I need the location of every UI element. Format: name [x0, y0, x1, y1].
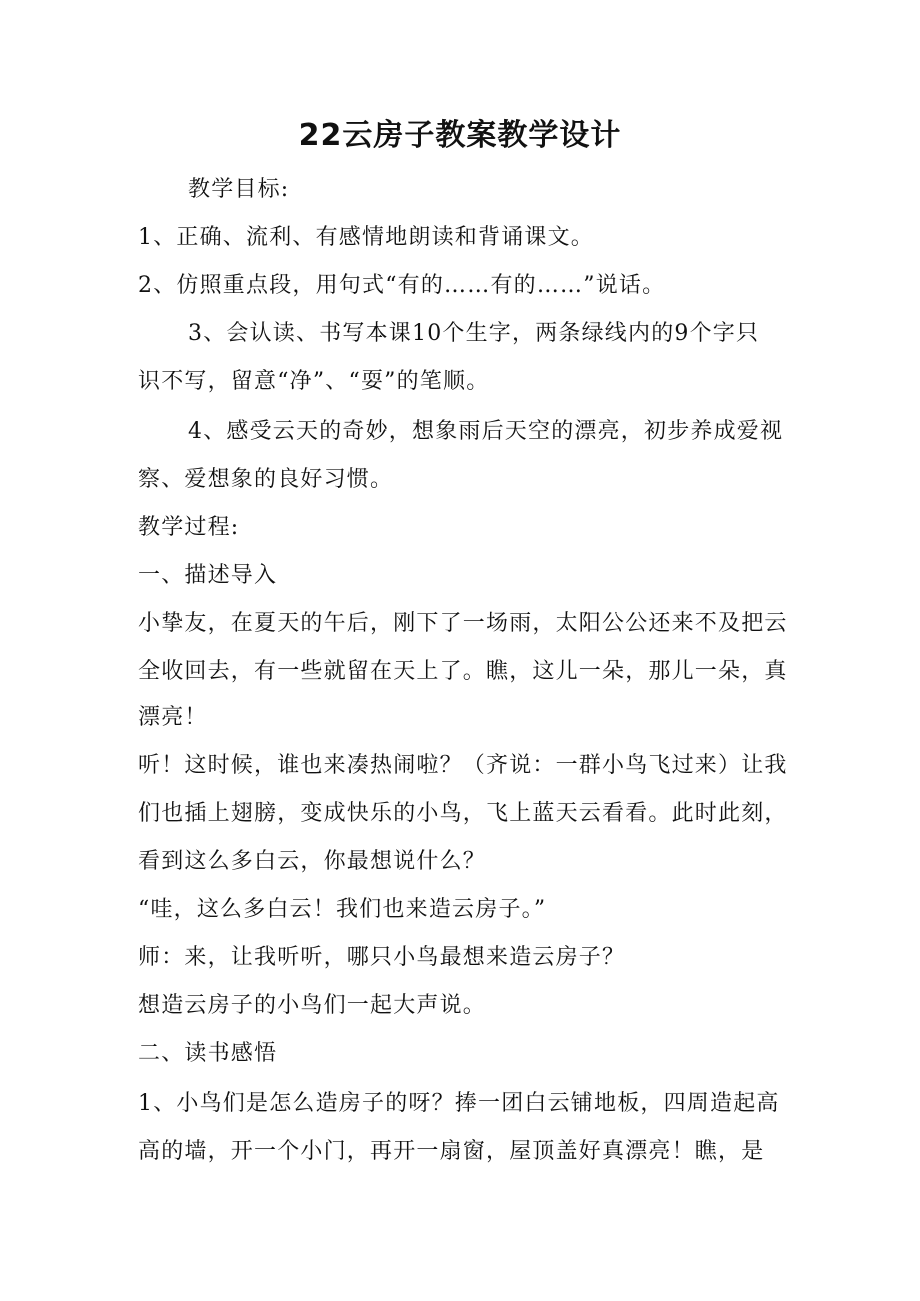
objective-2: 2、仿照重点段，用句式“有的……有的……”说话。	[138, 273, 666, 298]
paragraph-line: “哇，这么多白云！我们也来造云房子。”	[138, 897, 547, 922]
objective-3-line-1: 3、会认读、书写本课10个生字，两条绿线内的9个字只	[188, 321, 760, 346]
paragraph-line: 想造云房子的小鸟们一起大声说。	[138, 993, 487, 1018]
objective-4-line-2: 察、爱想象的良好习惯。	[138, 467, 394, 492]
step-heading-2: 二、读书感悟	[138, 1041, 278, 1066]
step-heading-1: 一、描述导入	[138, 563, 278, 588]
paragraph-line: 小挚友，在夏天的午后，刚下了一场雨，太阳公公还来不及把云	[138, 611, 788, 636]
objective-1: 1、正确、流利、有感情地朗读和背诵课文。	[138, 225, 594, 250]
paragraph-line: 看到这么多白云，你最想说什么？	[138, 849, 487, 874]
objective-3-line-2: 识不写，留意“净”、“耍”的笔顺。	[138, 369, 490, 394]
paragraph-line: 们也插上翅膀，变成快乐的小鸟，飞上蓝天云看看。此时此刻，	[138, 801, 788, 826]
paragraph-line: 1、小鸟们是怎么造房子的呀？捧一团白云铺地板，四周造起高	[138, 1091, 780, 1116]
paragraph-line: 全收回去，有一些就留在天上了。瞧，这儿一朵，那儿一朵，真	[138, 659, 788, 684]
paragraph-line: 师：来，让我听听，哪只小鸟最想来造云房子？	[138, 945, 626, 970]
paragraph-line: 听！这时候，谁也来凑热闹啦？（齐说：一群小鸟飞过来）让我	[138, 753, 788, 778]
objective-4-line-1: 4、感受云天的奇妙，想象雨后天空的漂亮，初步养成爱视	[188, 419, 784, 444]
paragraph-line: 漂亮！	[138, 705, 208, 730]
document-title: 22云房子教案教学设计	[298, 118, 622, 153]
section-heading-process: 教学过程:	[138, 515, 240, 540]
section-heading-objectives: 教学目标:	[188, 177, 290, 202]
paragraph-line: 高的墙，开一个小门，再开一扇窗，屋顶盖好真漂亮！瞧，是	[138, 1139, 765, 1164]
